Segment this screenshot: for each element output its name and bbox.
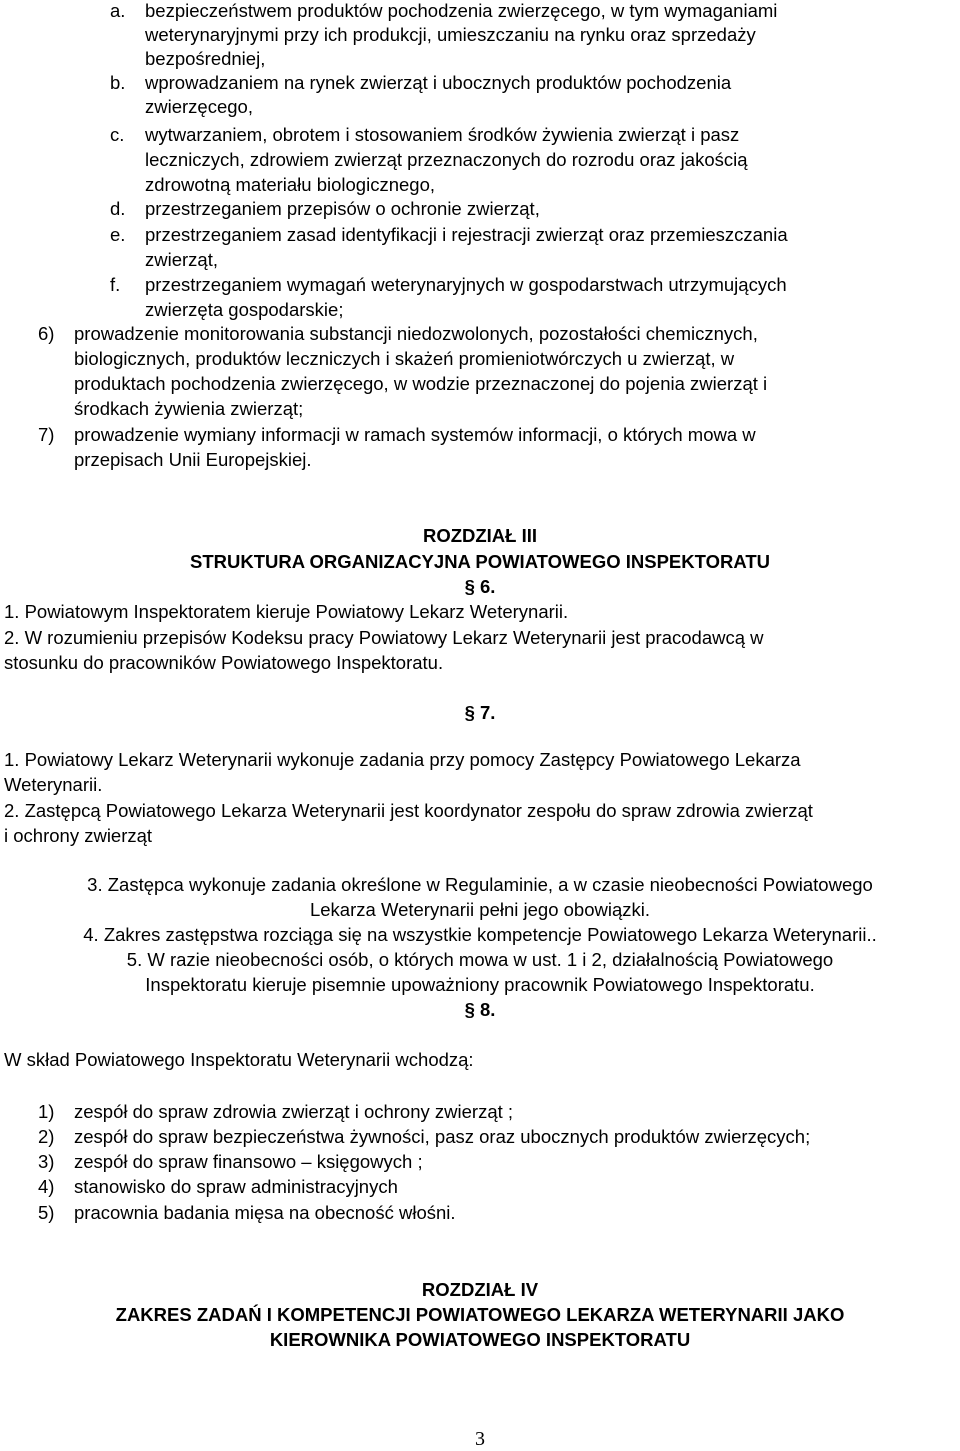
- list-item-text: leczniczych, zdrowiem zwierząt przeznaczonych do rozrodu oraz jakością: [145, 149, 748, 170]
- chapter-heading: ROZDZIAŁ IV: [421, 1279, 539, 1300]
- list-item-text: środkach żywienia zwierząt;: [74, 398, 304, 419]
- list-item-text: zwierząt,: [145, 249, 218, 270]
- list-item-text: wprowadzaniem na rynek zwierząt i ubocznych produktów pochodzenia: [145, 72, 732, 93]
- paragraph-text: 2. Zastępcą Powiatowego Lekarza Weterynarii jest koordynator zespołu do spraw zdrowia zwierząt: [4, 800, 813, 821]
- list-item-text: zwierzęta gospodarskie;: [145, 299, 344, 320]
- paragraph-text: 3. Zastępca wykonuje zadania określone w Regulaminie, a w czasie nieobecności Powiatowego: [87, 874, 873, 895]
- list-marker: 4): [38, 1176, 55, 1197]
- list-marker: b.: [110, 72, 126, 93]
- chapter-title: STRUKTURA ORGANIZACYJNA POWIATOWEGO INSPEKTORATU: [189, 551, 770, 572]
- chapter-title: KIEROWNIKA POWIATOWEGO INSPEKTORATU: [269, 1329, 691, 1350]
- paragraph-text: Inspektoratu kieruje pisemnie upoważniony pracownik Powiatowego Inspektoratu.: [145, 974, 815, 995]
- list-marker: 3): [38, 1151, 55, 1172]
- paragraph-text: stosunku do pracowników Powiatowego Inspektoratu.: [4, 652, 444, 673]
- paragraph-number-text: 6.: [480, 576, 496, 597]
- list-item-text: biologicznych, produktów leczniczych i skażeń promieniotwórczych u zwierząt, w: [74, 348, 735, 369]
- chapter-heading: ROZDZIAŁ III: [422, 525, 538, 546]
- paragraph-text: 4. Zakres zastępstwa rozciąga się na wszystkie kompetencje Powiatowego Lekarza Weterynarii..: [83, 924, 877, 945]
- paragraph-number: [0, 999, 960, 1021]
- list-marker: 7): [38, 424, 55, 445]
- list-marker: 2): [38, 1126, 55, 1147]
- paragraph-text: 1. Powiatowy Lekarz Weterynarii wykonuje zadania przy pomocy Zastępcy Powiatowego Lekarza: [4, 749, 801, 770]
- list-marker: 1): [38, 1101, 55, 1122]
- list-item-text: pracownia badania mięsa na obecność włośni.: [74, 1202, 456, 1223]
- paragraph-number: [0, 576, 960, 598]
- paragraph-number-text: 7.: [480, 702, 496, 723]
- chapter-title: ZAKRES ZADAŃ I KOMPETENCJI POWIATOWEGO LEKARZA WETERYNARII JAKO: [115, 1304, 845, 1325]
- list-item-text: zwierzęcego,: [145, 96, 253, 117]
- list-item-text: prowadzenie wymiany informacji w ramach systemów informacji, o których mowa w: [74, 424, 756, 445]
- list-marker: a.: [110, 0, 126, 21]
- paragraph-text: Lekarza Weterynarii pełni jego obowiązki.: [309, 899, 651, 920]
- list-item-text: przestrzeganiem zasad identyfikacji i rejestracji zwierząt oraz przemieszczania: [145, 224, 788, 245]
- list-marker: c.: [110, 124, 125, 145]
- paragraph-number: [0, 702, 960, 724]
- list-item-text: przestrzeganiem wymagań weterynaryjnych w gospodarstwach utrzymujących: [145, 274, 787, 295]
- section-sign: §: [464, 702, 475, 723]
- list-item-text: zespół do spraw zdrowia zwierząt i ochrony zwierząt ;: [74, 1101, 514, 1122]
- list-item-text: zespół do spraw finansowo – księgowych ;: [74, 1151, 423, 1172]
- list-item-text: weterynaryjnymi przy ich produkcji, umieszczaniu na rynku oraz sprzedaży: [145, 24, 756, 45]
- list-item-text: bezpośredniej,: [145, 48, 266, 69]
- list-item-text: przestrzeganiem przepisów o ochronie zwierząt,: [145, 198, 540, 219]
- paragraph-text: W skład Powiatowego Inspektoratu Weterynarii wchodzą:: [4, 1049, 474, 1070]
- list-marker: 6): [38, 323, 55, 344]
- list-item-text: stanowisko do spraw administracyjnych: [74, 1176, 398, 1197]
- paragraph-text: 5. W razie nieobecności osób, o których mowa w ust. 1 i 2, działalnością Powiatowego: [126, 949, 834, 970]
- list-marker: e.: [110, 224, 126, 245]
- list-item-text: prowadzenie monitorowania substancji niedozwolonych, pozostałości chemicznych,: [74, 323, 758, 344]
- list-item-text: bezpieczeństwem produktów pochodzenia zwierzęcego, w tym wymaganiami: [145, 0, 778, 21]
- section-sign: §: [464, 576, 475, 597]
- paragraph-text: 2. W rozumieniu przepisów Kodeksu pracy Powiatowy Lekarz Weterynarii jest pracodawcą w: [4, 627, 764, 648]
- list-item-text: produktach pochodzenia zwierzęcego, w wodzie przeznaczonej do pojenia zwierząt i: [74, 373, 768, 394]
- list-item-text: przepisach Unii Europejskiej.: [74, 449, 312, 470]
- paragraph-text: 1. Powiatowym Inspektoratem kieruje Powiatowy Lekarz Weterynarii.: [4, 601, 569, 622]
- section-sign: §: [464, 999, 475, 1020]
- list-marker: f.: [110, 274, 121, 295]
- paragraph-text: i ochrony zwierząt: [4, 825, 153, 846]
- list-marker: 5): [38, 1202, 55, 1223]
- page-number: 3: [475, 1428, 485, 1450]
- list-marker: d.: [110, 198, 126, 219]
- paragraph-number-text: 8.: [480, 999, 496, 1020]
- list-item-text: zdrowotną materiału biologicznego,: [145, 174, 436, 195]
- list-item-text: wytwarzaniem, obrotem i stosowaniem środków żywienia zwierząt i pasz: [145, 124, 740, 145]
- list-item-text: zespół do spraw bezpieczeństwa żywności, pasz oraz ubocznych produktów zwierzęcych;: [74, 1126, 811, 1147]
- paragraph-text: Weterynarii.: [4, 774, 103, 795]
